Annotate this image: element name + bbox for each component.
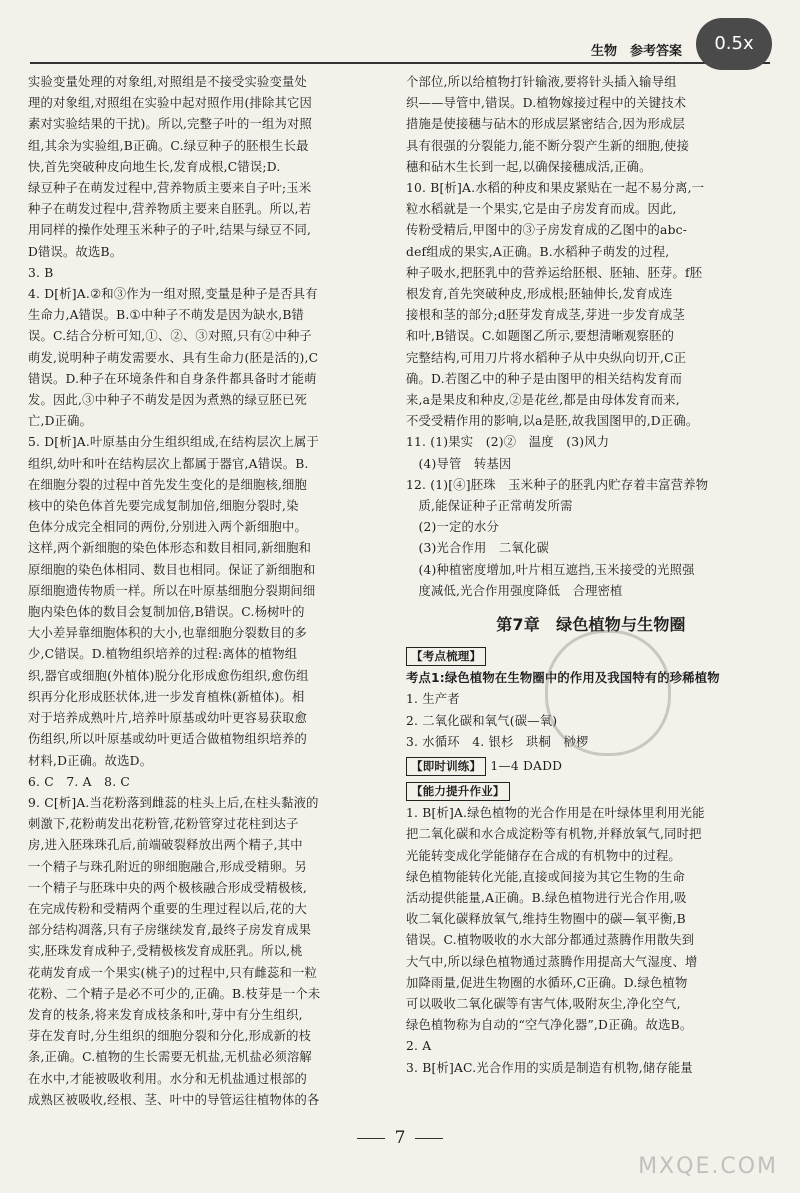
answer-line: 素对实验结果的干扰)。所以,完整子叶的一组为对照 [28, 117, 313, 132]
answer-line: 原细胞遗传物质一样。所以在叶原基细胞分裂期间细 [28, 583, 316, 598]
answer-line: 6. C 7. A 8. C [28, 774, 131, 789]
answer-line: 实,胚珠发育成种子,受精极核发育成胚乳。所以,桃 [28, 944, 303, 959]
answer-line: 种子吸水,把胚乳中的营养运给胚根、胚轴、胚芽。f胚 [406, 265, 703, 280]
kaodian-line: 2. 二氧化碳和氧气(碳—氧) [406, 713, 558, 728]
answer-line: def组成的果实,A正确。B.水稻种子萌发的过程, [406, 244, 670, 259]
answer-line: 原细胞的染色体相同、数目也相同。保证了新细胞和 [28, 562, 316, 577]
answer-line: 织再分化形成胚状体,进一步发育植株(新植体)。相 [28, 689, 305, 704]
left-column [28, 72, 390, 1111]
answer-line: 条,正确。C.植物的生长需要无机盐,无机盐必须溶解 [28, 1050, 312, 1065]
kaodian-line: 1. 生产者 [406, 692, 460, 707]
answer-line: 度减低,光合作用强度降低 合理密植 [406, 583, 623, 598]
answer-line: 亡,D正确。 [28, 414, 93, 429]
section-tag-points: 【考点梳理】 [406, 647, 486, 666]
answer-line: 个部位,所以给植物打针输液,要将针头插入输导组 [406, 75, 677, 89]
ability-line: 活动提供能量,A正确。B.绿色植物进行光合作用,吸 [406, 890, 687, 905]
answer-line: 快,首先突破种皮向地生长,发育成根,C错误;D. [28, 159, 281, 174]
answer-line: 3. B [28, 265, 54, 280]
answer-line: 发育的枝条,将来发育成枝条和叶,芽中有分生组织, [28, 1007, 303, 1022]
answer-line: 传粉受精后,甲图中的③子房发育成的乙图中的abc- [406, 223, 688, 238]
answer-line: 核中的染色体首先要完成复制加倍,细胞分裂时,染 [28, 499, 299, 514]
site-watermark: MXQE.COM [638, 1154, 778, 1179]
answer-line: 种子在萌发过程中,营养物质主要来自胚乳。所以,若 [28, 202, 312, 217]
answer-line: 来,a是果皮和种皮,②是花丝,都是由母体发育而来, [406, 393, 680, 408]
answer-line: 房,进入胚珠珠孔后,前端破裂释放出两个精子,其中 [28, 838, 303, 853]
answer-line: 质,能保证种子正常萌发所需 [406, 499, 573, 514]
ability-line: 大气中,所以绿色植物通过蒸腾作用提高大气湿度、增 [406, 954, 698, 969]
answer-line: 11. (1)果实 (2)② 温度 (3)风力 [406, 435, 610, 450]
answer-line: 确。D.若图乙中的种子是由图甲的相关结构发育而 [406, 371, 683, 386]
answer-line: (4)种植密度增加,叶片相互遮挡,玉米接受的光照强 [406, 562, 695, 577]
answer-line: 组织,幼叶和叶在结构层次上都属于器官,A错误。B. [28, 456, 309, 471]
answer-line: 12. (1)[④]胚珠 玉米种子的胚乳内贮存着丰富营养物 [406, 477, 709, 492]
answer-line: 花粉、二个精子是必不可少的,正确。B.枝芽是一个未 [28, 986, 321, 1001]
answer-line: 材料,D正确。故选D。 [28, 753, 153, 768]
answer-line: 对于培养成熟叶片,培养叶原基或幼叶更容易获取愈 [28, 711, 308, 726]
answer-line: 和叶,B错误。C.如题图乙所示,要想清晰观察胚的 [406, 329, 675, 344]
answer-line: D错误。故选B。 [28, 244, 123, 259]
section-tag-practice: 【即时训练】 [406, 757, 486, 776]
answer-line: 4. D[析]A.②和③作为一组对照,变量是种子是否具有 [28, 287, 318, 302]
page-number: 7 [0, 1128, 800, 1148]
answer-line: 穗和砧木生长到一起,以确保接穗成活,正确。 [406, 159, 652, 174]
watermark-stamp [545, 630, 671, 756]
answer-line: 发。因此,③中种子不萌发是因为煮熟的绿豆胚已死 [28, 393, 308, 408]
answer-line: 接根和茎的部分;d胚芽发育成茎,芽进一步发育成茎 [406, 308, 685, 323]
ability-line: 绿色植物能转化光能,直接或间接为其它生物的生命 [406, 869, 686, 884]
answer-line: 花萌发育成一个果实(桃子)的过程中,只有雌蕊和一粒 [28, 965, 318, 980]
answer-line: 一个精子与珠孔附近的卵细胞融合,形成受精卵。另 [28, 859, 308, 874]
answer-line: 在水中,才能被吸收利用。水分和无机盐通过根部的 [28, 1071, 308, 1086]
answer-line: 刺激下,花粉萌发出花粉管,花粉管穿过花柱到达子 [28, 817, 299, 832]
answer-line: 错误。D.种子在环境条件和自身条件都具备时才能萌 [28, 371, 317, 386]
ability-line: 光能转变成化学能储存在合成的有机物中的过程。 [406, 848, 681, 863]
answer-line: 实验变量处理的对象组,对照组是不接受实验变量处 [28, 75, 308, 89]
kaodian-line: 3. 水循环 4. 银杉 珙桐 桫椤 [406, 734, 589, 749]
right-column [406, 72, 776, 1079]
answer-line: 组,其余为实验组,B正确。C.绿豆种子的胚根生长最 [28, 138, 309, 153]
ability-line: 收二氧化碳释放氧气,维持生物圈中的碳—氧平衡,B [406, 912, 686, 927]
zoom-badge[interactable]: 0.5x [696, 18, 772, 70]
kaodian-heading: 考点1:绿色植物在生物圈中的作用及我国特有的珍稀植物 [406, 671, 720, 686]
answer-line: 完整结构,可用刀片将水稻种子从中央纵向切开,C正 [406, 350, 687, 365]
answer-line: 部分结构凋落,只有子房继续发育,最终子房发育成果 [28, 923, 312, 938]
answer-line: 织——导管中,错误。D.植物嫁接过程中的关键技术 [406, 96, 687, 111]
ability-lines [406, 803, 776, 1079]
ability-line: 加降雨量,促进生物圈的水循环,C正确。D.绿色植物 [406, 975, 688, 990]
ability-line: 把二氧化碳和水合成淀粉等有机物,并释放氧气,同时把 [406, 827, 702, 842]
answer-line: 在完成传粉和受精两个重要的生理过程以后,花的大 [28, 901, 308, 916]
chapter-title: 第7章 绿色植物与生物圈 [496, 615, 686, 635]
section-tag-ability: 【能力提升作业】 [406, 782, 510, 801]
ability-line: 错误。C.植物吸收的水大部分都通过蒸腾作用散失到 [406, 933, 695, 948]
ability-line: 可以吸收二氧化碳等有害气体,吸附灰尘,净化空气, [406, 996, 681, 1011]
page-header [0, 0, 800, 70]
answer-line: 不受受精作用的影响,以a是胚,故我国图甲的,D正确。 [406, 414, 699, 429]
header-rule [30, 62, 770, 64]
answer-line: 用同样的操作处理玉米种子的子叶,结果与绿豆不同, [28, 223, 312, 238]
answer-line: 理的对象组,对照组在实验中起对照作用(排除其它因 [28, 96, 313, 111]
right-column-lines [406, 72, 776, 602]
answer-line: 萌发,说明种子萌发需要水、具有生命力(胚是活的),C [28, 350, 319, 365]
answer-line: 措施是使接穗与砧木的形成层紧密结合,因为形成层 [406, 117, 686, 132]
practice-row [406, 753, 776, 778]
answer-line: 5. D[析]A.叶原基由分生组织组成,在结构层次上属于 [28, 435, 320, 450]
answer-line: 少,C错误。D.植物组织培养的过程:离体的植物组 [28, 647, 298, 662]
answer-line: 织,器官或细胞(外植体)脱分化形成愈伤组织,愈伤组 [28, 668, 309, 683]
answer-line: 根发育,首先突破种皮,形成根;胚轴伸长,发育成连 [406, 287, 673, 302]
answer-line: 一个精子与胚珠中央的两个极核融合形成受精极核, [28, 880, 308, 895]
ability-line: 1. B[析]A.绿色植物的光合作用是在叶绿体里利用光能 [406, 806, 705, 821]
answer-line: 绿豆种子在萌发过程中,营养物质主要来自子叶;玉米 [28, 181, 312, 196]
ability-line: 绿色植物称为自动的“空气净化器”,D正确。故选B。 [406, 1018, 693, 1033]
answer-line: 色体分成完全相同的两份,分别进入两个新细胞中。 [28, 520, 308, 535]
header-title: 生物 参考答案 [590, 44, 682, 59]
answer-line: (3)光合作用 二氧化碳 [406, 541, 549, 556]
answer-line: 生命力,A错误。B.①中种子不萌发是因为缺水,B错 [28, 308, 305, 323]
ability-line: 2. A [406, 1039, 432, 1054]
answer-line: 伤组织,所以叶原基或幼叶更适合做植物组织培养的 [28, 732, 308, 747]
answer-line: (2)一定的水分 [406, 520, 500, 535]
answer-line: 具有很强的分裂能力,能不断分裂产生新的细胞,使接 [406, 138, 690, 153]
answer-line: 成熟区被吸收,经根、茎、叶中的导管运往植物体的各 [28, 1092, 320, 1107]
answer-line: 这样,两个新细胞的染色体形态和数目相同,新细胞和 [28, 541, 312, 556]
answer-line: 胞内染色体的数目会复制加倍,B错误。C.杨树叶的 [28, 605, 305, 620]
practice-answer: 1—4 DADD [490, 759, 563, 774]
answer-line: 在细胞分裂的过程中首先发生变化的是细胞核,细胞 [28, 477, 308, 492]
answer-line: 芽在发育时,分生组织的细胞分裂和分化,形成新的枝 [28, 1029, 312, 1044]
answer-line: 粒水稻就是一个果实,它是由子房发育而成。因此, [406, 202, 677, 217]
answer-line: 误。C.结合分析可知,①、②、③对照,只有②中种子 [28, 329, 312, 344]
ability-line: 3. B[析]AC.光合作用的实质是制造有机物,储存能量 [406, 1060, 693, 1075]
answer-line: (4)导管 转基因 [406, 456, 512, 471]
answer-line: 10. B[析]A.水稻的种皮和果皮紧贴在一起不易分离,一 [406, 181, 705, 196]
answer-line: 大小差异靠细胞体积的大小,也靠细胞分裂数目的多 [28, 626, 308, 641]
answer-line: 9. C[析]A.当花粉落到雌蕊的柱头上后,在柱头黏液的 [28, 795, 319, 810]
